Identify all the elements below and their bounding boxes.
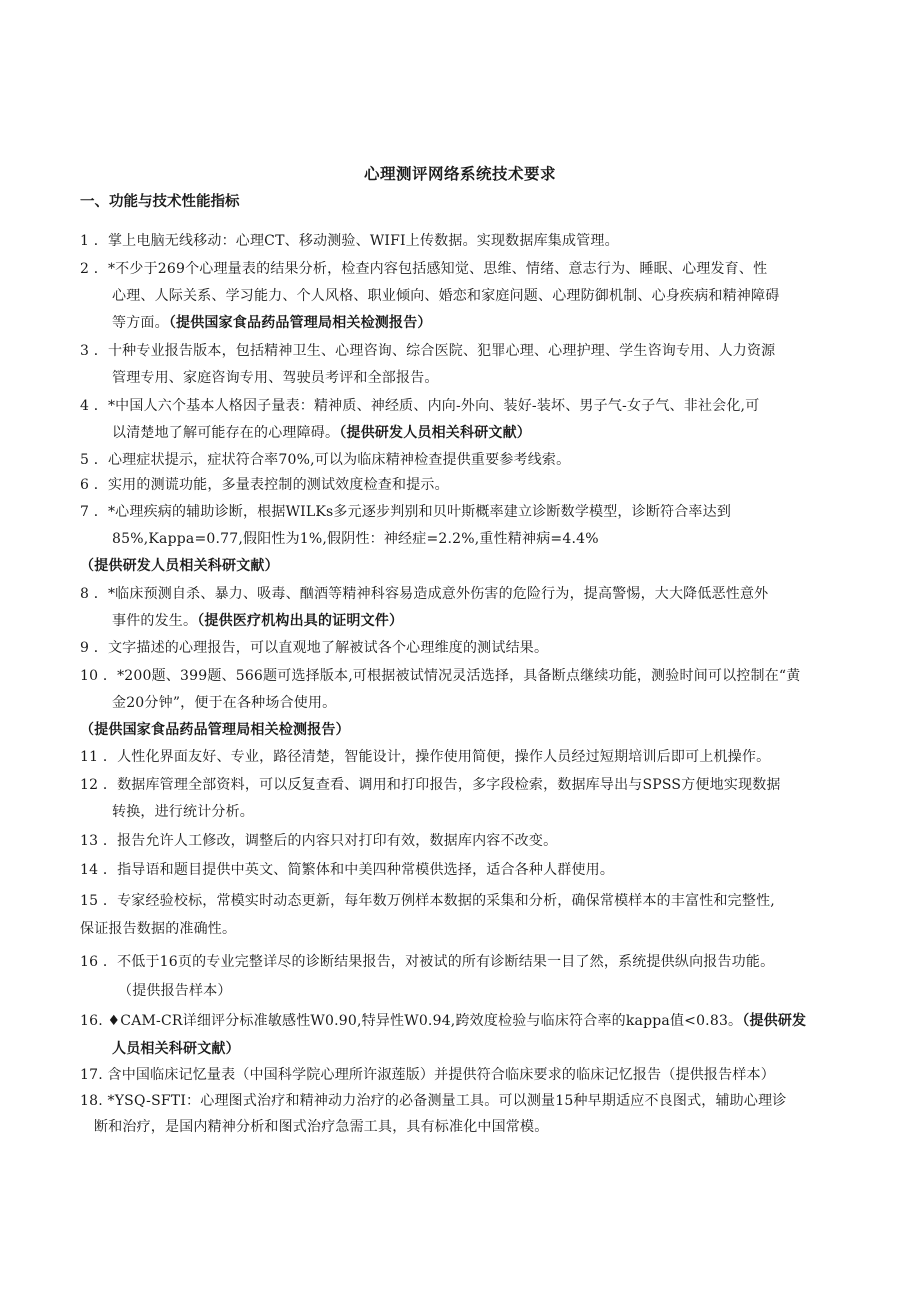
list-item-2-line-2: 心理、人际关系、学习能力、个人风格、职业倾向、婚恋和家庭问题、心理防御机制、心身疾病和精神障碍 [112, 288, 780, 304]
item-text: ．*心理疾病的辅助诊断，根据WILKs多元逐步判别和贝叶斯概率建立诊断数学模型，诊断符合率达到 [93, 504, 732, 520]
list-item-16 [80, 951, 774, 971]
list-item-1 [80, 230, 619, 250]
item-number: 8 [80, 586, 90, 602]
list-item-18 [80, 1090, 786, 1110]
list-item-15 [80, 890, 775, 910]
list-item-8 [80, 583, 768, 603]
list-item-14 [80, 859, 614, 879]
list-item-12 [80, 774, 781, 794]
item-number: 9 [80, 640, 90, 656]
item-text: ．*200题、399题、566题可选择版本,可根据被试情况灵活选择，具备断点继续功能，测验时间可以控制在“黄 [102, 668, 801, 684]
item-text: ．文字描述的心理报告，可以直观地了解被试各个心理维度的测试结果。 [93, 640, 549, 656]
list-item-2-line-3 [112, 312, 432, 332]
item-text: ．心理症状提示，症状符合率70%,可以为临床精神检查提供重要参考线索。 [93, 452, 571, 468]
list-item-13 [80, 830, 557, 850]
list-item-7-line-2: 85%,Kappa=0.77,假阳性为1%,假阴性：神经症=2.2%,重性精神病=4.4% [112, 531, 599, 547]
list-item-6 [80, 474, 449, 494]
item-note: （提供研发人员相关科研文献） [339, 425, 532, 441]
item-text: 含中国临床记忆量表（中国科学院心理所许淑莲版）并提供符合临床要求的临床记忆报告（提供报告样本） [107, 1067, 775, 1083]
list-item-4-line-2 [112, 422, 531, 442]
item-text: 事件的发生。 [112, 613, 198, 629]
item-note: （提供医疗机构出具的证明文件） [197, 613, 404, 629]
item-number: 15 [80, 893, 99, 909]
item-number: 6 [80, 477, 90, 493]
item-number: 18. [80, 1093, 103, 1109]
item-10-note: （提供国家食品药品管理局相关检测报告） [80, 722, 350, 738]
item-text: ．*中国人六个基本人格因子量表：精神质、神经质、内向-外向、装好-装坏、男子气-女子气、非社会化,可 [93, 398, 760, 414]
item-text: ．掌上电脑无线移动：心理CT、移动测验、WIFI上传数据。实现数据库集成管理。 [93, 233, 619, 249]
item-text: ．不低于16页的专业完整详尽的诊断结果报告，对被试的所有诊断结果一目了然，系统提供纵向报告功能。 [102, 954, 775, 970]
item-number: 2 [80, 261, 90, 277]
item-7-note: （提供研发人员相关科研文献） [80, 558, 279, 574]
item-text: 等方面。 [112, 315, 169, 331]
item-text: ．*不少于269个心理量表的结果分析，检查内容包括感知觉、思维、情绪、意志行为、睡眠、心理发育、性 [93, 261, 768, 277]
section-heading: 一、功能与技术性能指标 [80, 194, 240, 210]
item-number: 1 [80, 233, 90, 249]
list-item-2 [80, 258, 767, 278]
list-item-8-line-2 [112, 610, 403, 630]
list-item-7 [80, 501, 731, 521]
list-item-9 [80, 637, 548, 657]
list-item-11 [80, 746, 770, 766]
item-text: ♦CAM-CR详细评分标准敏感性W0.90,特异性W0.94,跨效度检验与临床符合率的kappa值<0.83。 [107, 1013, 743, 1029]
item-text: ．指导语和题目提供中英文、简繁体和中美四种常模供选择，适合各种人群使用。 [102, 862, 615, 878]
item-number: 5 [80, 452, 90, 468]
list-item-3-line-2: 管理专用、家庭咨询专用、驾驶员考评和全部报告。 [112, 370, 439, 386]
list-item-17 [80, 1064, 775, 1084]
item-text: ．十种专业报告版本，包括精神卫生、心理咨询、综合医院、犯罪心理、心理护理、学生咨询专用、人力资源 [93, 343, 776, 359]
item-text: ．专家经验校标，常模实时动态更新，每年数万例样本数据的采集和分析，确保常模样本的丰富性和完整性, [102, 893, 775, 909]
list-item-10-line-2: 金20分钟”，便于在各种场合使用。 [112, 695, 337, 711]
item-text: ．数据库管理全部资料，可以反复查看、调用和打印报告，多字段检索，数据库导出与SPSS方便地实现数据 [102, 777, 781, 793]
item-note: （提供研发 [742, 1013, 807, 1029]
list-item-10 [80, 665, 800, 685]
list-item-16b [80, 1010, 806, 1030]
item-text: ．*临床预测自杀、暴力、吸毒、酗酒等精神科容易造成意外伤害的危险行为，提高警惕，大大降低恶性意外 [93, 586, 769, 602]
item-number: 7 [80, 504, 90, 520]
item-text: ．实用的测谎功能，多量表控制的测试效度检查和提示。 [93, 477, 449, 493]
item-text: *YSQ-SFTI：心理图式治疗和精神动力治疗的必备测量工具。可以测量15种早期适应不良图式，辅助心理诊 [107, 1093, 787, 1109]
item-text: 以清楚地了解可能存在的心理障碍。 [112, 425, 340, 441]
item-number: 13 [80, 833, 99, 849]
item-number: 14 [80, 862, 99, 878]
item-number: 3 [80, 343, 90, 359]
list-item-16b-line-2: 人员相关科研文献） [112, 1041, 240, 1057]
list-item-12-line-2: 转换，进行统计分析。 [112, 804, 254, 820]
list-item-4 [80, 395, 759, 415]
list-item-15-line-2: 保证报告数据的准确性。 [80, 921, 237, 937]
item-number: 16 [80, 954, 99, 970]
item-number: 17. [80, 1067, 103, 1083]
item-text: ．人性化界面友好、专业，路径清楚，智能设计，操作使用简便，操作人员经过短期培训后即可上机操作。 [102, 749, 771, 765]
list-item-5 [80, 449, 570, 469]
page-title: 心理测评网络系统技术要求 [363, 165, 556, 183]
item-number: 10 [80, 668, 99, 684]
item-number: 16. [80, 1013, 103, 1029]
list-item-18-line-2: 断和治疗，是国内精神分析和图式治疗急需工具，具有标准化中国常模。 [94, 1119, 549, 1135]
list-item-16-line-2: （提供报告样本） [118, 983, 232, 999]
item-number: 11 [80, 749, 99, 765]
list-item-3 [80, 340, 775, 360]
item-note: （提供国家食品药品管理局相关检测报告） [168, 315, 432, 331]
item-number: 12 [80, 777, 99, 793]
item-number: 4 [80, 398, 90, 414]
item-text: ．报告允许人工修改，调整后的内容只对打印有效，数据库内容不改变。 [102, 833, 558, 849]
